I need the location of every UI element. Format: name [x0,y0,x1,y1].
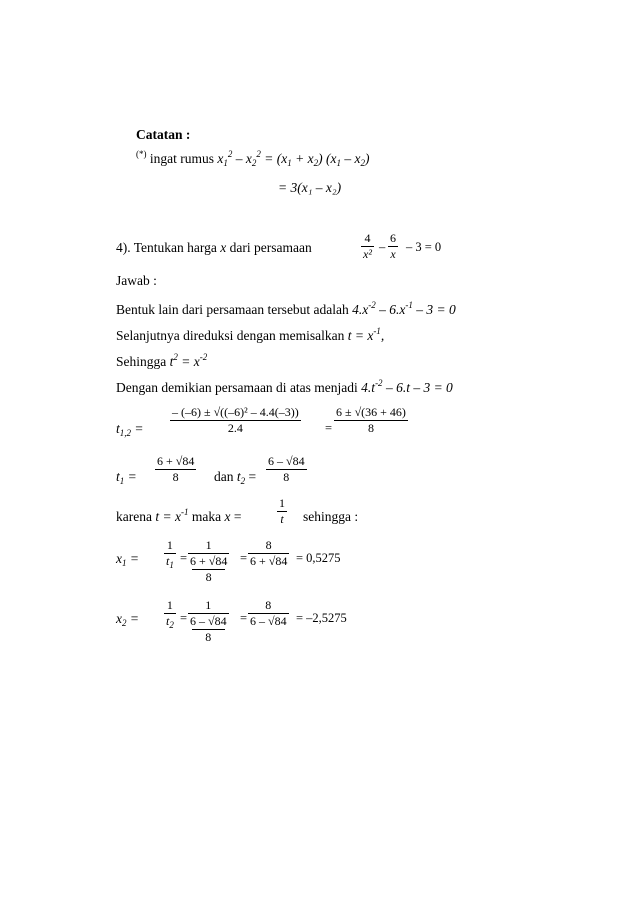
line-demikian: Dengan demikian persamaan di atas menjadi $4.t^{-2} - 6.t - 3 = 0$ [116,378,453,395]
line-bentuk: Bentuk lain dari persamaan tersebut adalah $4.x^{-2} - 6.x^{-1} - 3 = 0$ [116,300,456,317]
note-marker: (*) [136,149,147,159]
x-fraction: $\frac{1}{t}$ [279,496,285,526]
x1-fraction-c: $\frac{8}{6 + √84}$ [250,538,288,568]
note-title: Catatan : [136,127,191,142]
x1-result: = 0,5275 [296,551,341,565]
karena-end: sehingga : [303,509,359,524]
note-text: ingat rumus [149,151,214,166]
x1-label: $x_1$ = [116,551,139,568]
eq-fraction-1: $\frac{4}{\text{x²}}$ [363,231,372,261]
x2-fraction-a: $\frac{1}{t_2}$ [166,598,174,630]
x1-fraction-a: $\frac{1}{t_1}$ [166,538,174,570]
note-formula-line1: (*) ingat rumus $x_1^2 - x_2^2 = (x_1 + x_2)$ $(x_1 - x_2)$ [136,149,370,168]
note-formula-line2: = 3(x₁ – x₂) [278,180,342,195]
line-karena: karena $t = x^{-1}$ maka x = [116,507,242,524]
t2-fraction: $\frac{6 - √84}{8}$ [268,454,305,484]
t12-fraction-simplified: $\frac{6 \pm √(36 + 46)}{8}$ [336,405,406,435]
eq-tail: – 3 = 0 [406,240,442,254]
answer-label: Jawab : [116,273,157,288]
eq-fraction-2: $\frac{6}{x}$ [390,231,396,261]
x2-label: $x_2$ = [116,611,139,628]
t2-label: dan $t_2$ = [214,469,257,486]
t12-fraction: $\frac{\text{– (–6) ± √((–6)² – 4.4(–3))}}{2.4}$ [172,405,299,435]
x2-result: = –2,5275 [296,611,347,625]
t12-label: $t_{1,2}$ = [116,421,144,438]
line-direduksi: Selanjutnya direduksi dengan memisalkan $t = x^{-1}$, [116,326,385,343]
t1-label: $t_1$ = [116,469,137,486]
x1-fraction-b: 1 6 + √84 8 [190,538,228,584]
x2-fraction-c: $\frac{8}{6 - √84}$ [250,598,287,628]
t1-fraction: $\frac{6 + √84}{8}$ [157,454,195,484]
line-sehingga: Sehingga $t^2 = x^{-2}$ [116,352,208,369]
problem-4-question: 4). Tentukan harga x dari persamaan [116,240,312,255]
x2-fraction-b: 1 6 – √84 8 [190,598,227,644]
